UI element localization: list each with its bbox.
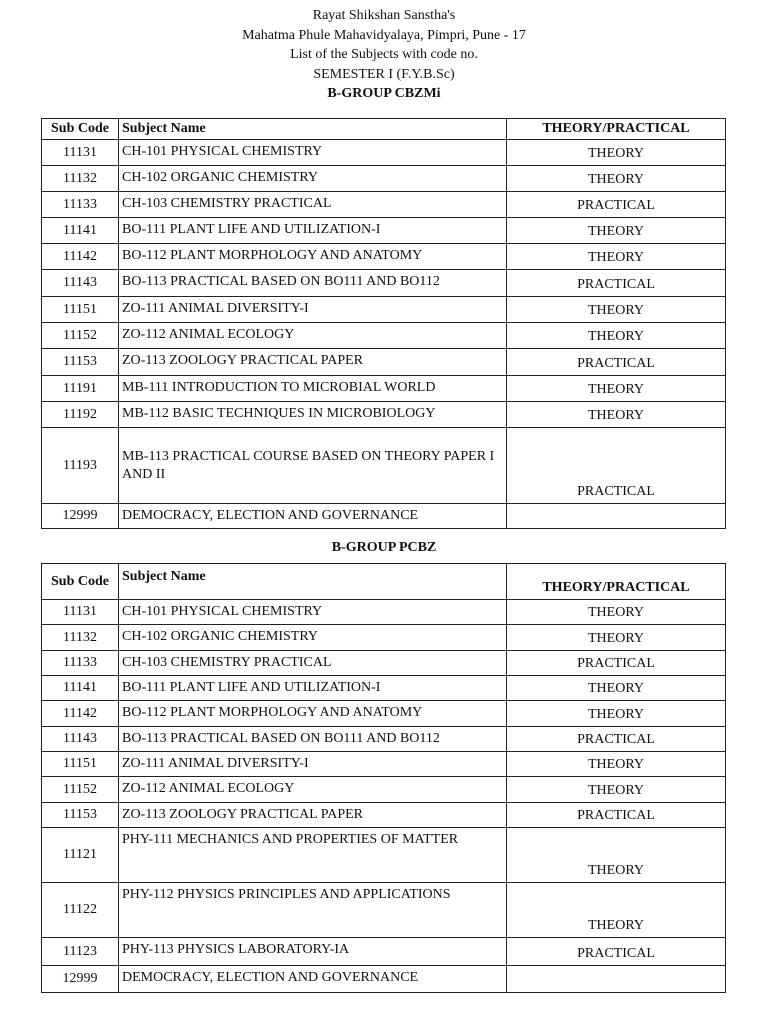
sub-code-cell: 11121	[42, 828, 119, 882]
table-header-row	[42, 119, 725, 140]
theory-practical-cell: THEORY	[588, 224, 644, 239]
theory-practical-cell	[507, 966, 725, 992]
sub-code-cell: 11132	[42, 166, 119, 191]
table-row	[42, 244, 725, 270]
college-name: Mahatma Phule Mahavidyalaya, Pimpri, Pune - 17	[242, 27, 526, 43]
subject-name-cell: BO-113 PRACTICAL BASED ON BO111 AND BO112	[119, 270, 507, 296]
subject-name-cell: DEMOCRACY, ELECTION AND GOVERNANCE	[119, 504, 507, 528]
table-row	[42, 803, 725, 828]
semester-title: SEMESTER I (F.Y.B.Sc)	[313, 66, 455, 82]
subject-name-cell: PHY-111 MECHANICS AND PROPERTIES OF MATTER	[119, 828, 507, 882]
group-title-cbzmi: B-GROUP CBZMi	[327, 86, 441, 101]
theory-practical-cell: THEORY	[588, 250, 644, 265]
sub-code-cell: 11152	[42, 323, 119, 348]
sub-code-cell: 11151	[42, 297, 119, 322]
table-row	[42, 323, 725, 349]
subject-name-cell: BO-111 PLANT LIFE AND UTILIZATION-I	[119, 676, 507, 700]
table-row	[42, 727, 725, 752]
table-row	[42, 966, 725, 992]
table-row	[42, 777, 725, 803]
table-row	[42, 166, 725, 192]
subjects-table-pcbz	[41, 563, 726, 993]
table-row	[42, 625, 725, 651]
theory-practical-cell: THEORY	[588, 863, 644, 878]
sub-code-cell: 12999	[42, 966, 119, 992]
header-sub-code: Sub Code	[42, 564, 119, 599]
header-theory-practical: THEORY/PRACTICAL	[542, 580, 690, 595]
subject-name-cell: ZO-111 ANIMAL DIVERSITY-I	[119, 752, 507, 776]
subject-name-cell: BO-111 PLANT LIFE AND UTILIZATION-I	[119, 218, 507, 243]
subjects-table-cbzmi	[41, 118, 726, 529]
subject-name-cell: CH-103 CHEMISTRY PRACTICAL	[119, 192, 507, 217]
document-header	[0, 6, 768, 104]
table-row	[42, 938, 725, 966]
theory-practical-cell: THEORY	[588, 408, 644, 423]
table-row	[42, 402, 725, 428]
header-theory-practical: THEORY/PRACTICAL	[542, 121, 690, 136]
subject-name-cell: BO-112 PLANT MORPHOLOGY AND ANATOMY	[119, 701, 507, 726]
theory-practical-cell: THEORY	[588, 631, 644, 646]
table-row	[42, 270, 725, 297]
subject-name-cell: MB-113 PRACTICAL COURSE BASED ON THEORY PAPER I AND II	[119, 428, 507, 503]
table-row	[42, 701, 725, 727]
sub-code-cell: 11143	[42, 270, 119, 296]
theory-practical-cell: PRACTICAL	[577, 946, 655, 961]
table-row	[42, 600, 725, 625]
table-header-row	[42, 564, 725, 600]
sub-code-cell: 11143	[42, 727, 119, 751]
sub-code-cell: 11133	[42, 192, 119, 217]
sub-code-cell: 11122	[42, 883, 119, 937]
subject-name-cell: PHY-113 PHYSICS LABORATORY-IA	[119, 938, 507, 965]
subject-name-cell: ZO-112 ANIMAL ECOLOGY	[119, 323, 507, 348]
sub-code-cell: 11142	[42, 244, 119, 269]
table-row	[42, 297, 725, 323]
theory-practical-cell: THEORY	[588, 146, 644, 161]
table-row	[42, 349, 725, 376]
theory-practical-cell: PRACTICAL	[577, 808, 655, 823]
sub-code-cell: 12999	[42, 504, 119, 528]
table-row	[42, 218, 725, 244]
subject-name-cell: MB-112 BASIC TECHNIQUES IN MICROBIOLOGY	[119, 402, 507, 427]
sub-code-cell: 11131	[42, 140, 119, 165]
header-subject-name: Subject Name	[119, 119, 507, 139]
sub-code-cell: 11191	[42, 376, 119, 401]
subject-name-cell: BO-112 PLANT MORPHOLOGY AND ANATOMY	[119, 244, 507, 269]
table-row	[42, 752, 725, 777]
table-row	[42, 828, 725, 883]
theory-practical-cell: PRACTICAL	[577, 356, 655, 371]
sub-code-cell: 11192	[42, 402, 119, 427]
table-row	[42, 376, 725, 402]
theory-practical-cell: THEORY	[588, 783, 644, 798]
subject-name-cell: ZO-113 ZOOLOGY PRACTICAL PAPER	[119, 349, 507, 375]
theory-practical-cell: PRACTICAL	[577, 732, 655, 747]
group-title-pcbz: B-GROUP PCBZ	[331, 540, 437, 555]
subject-name-cell: CH-101 PHYSICAL CHEMISTRY	[119, 600, 507, 624]
header-subject-name: Subject Name	[119, 564, 507, 599]
table-row	[42, 192, 725, 218]
sub-code-cell: 11131	[42, 600, 119, 624]
sub-code-cell: 11151	[42, 752, 119, 776]
subject-name-cell: ZO-113 ZOOLOGY PRACTICAL PAPER	[119, 803, 507, 827]
sub-code-cell: 11152	[42, 777, 119, 802]
theory-practical-cell: PRACTICAL	[577, 656, 655, 671]
theory-practical-cell: THEORY	[588, 707, 644, 722]
institution-name: Rayat Shikshan Sanstha's	[312, 8, 456, 23]
subject-name-cell: CH-101 PHYSICAL CHEMISTRY	[119, 140, 507, 165]
theory-practical-cell: THEORY	[588, 757, 644, 772]
sub-code-cell: 11123	[42, 938, 119, 965]
table-row	[42, 651, 725, 676]
theory-practical-cell	[507, 504, 725, 528]
theory-practical-cell: PRACTICAL	[577, 277, 655, 292]
header-sub-code: Sub Code	[42, 119, 119, 139]
subject-name-cell: CH-103 CHEMISTRY PRACTICAL	[119, 651, 507, 675]
subject-name-cell: DEMOCRACY, ELECTION AND GOVERNANCE	[119, 966, 507, 992]
subject-name-cell: PHY-112 PHYSICS PRINCIPLES AND APPLICATIONS	[119, 883, 507, 937]
sub-code-cell: 11141	[42, 676, 119, 700]
sub-code-cell: 11193	[42, 428, 119, 503]
list-title: List of the Subjects with code no.	[290, 47, 478, 62]
theory-practical-cell: THEORY	[588, 329, 644, 344]
subject-name-cell: BO-113 PRACTICAL BASED ON BO111 AND BO112	[119, 727, 507, 751]
subject-name-cell: CH-102 ORGANIC CHEMISTRY	[119, 166, 507, 191]
sub-code-cell: 11133	[42, 651, 119, 675]
theory-practical-cell: THEORY	[588, 681, 644, 696]
table-row	[42, 883, 725, 938]
theory-practical-cell: THEORY	[588, 605, 644, 620]
subject-name-cell: ZO-111 ANIMAL DIVERSITY-I	[119, 297, 507, 322]
theory-practical-cell: PRACTICAL	[577, 198, 655, 213]
theory-practical-cell: THEORY	[588, 303, 644, 318]
sub-code-cell: 11153	[42, 803, 119, 827]
sub-code-cell: 11142	[42, 701, 119, 726]
sub-code-cell: 11141	[42, 218, 119, 243]
theory-practical-cell: PRACTICAL	[577, 484, 655, 499]
subject-name-cell: ZO-112 ANIMAL ECOLOGY	[119, 777, 507, 802]
sub-code-cell: 11153	[42, 349, 119, 375]
subject-name-cell: CH-102 ORGANIC CHEMISTRY	[119, 625, 507, 650]
table-row	[42, 140, 725, 166]
sub-code-cell: 11132	[42, 625, 119, 650]
table-row	[42, 676, 725, 701]
subject-name-cell: MB-111 INTRODUCTION TO MICROBIAL WORLD	[119, 376, 507, 401]
table-row	[42, 504, 725, 528]
theory-practical-cell: THEORY	[588, 382, 644, 397]
table-row	[42, 428, 725, 504]
theory-practical-cell: THEORY	[588, 918, 644, 933]
theory-practical-cell: THEORY	[588, 172, 644, 187]
